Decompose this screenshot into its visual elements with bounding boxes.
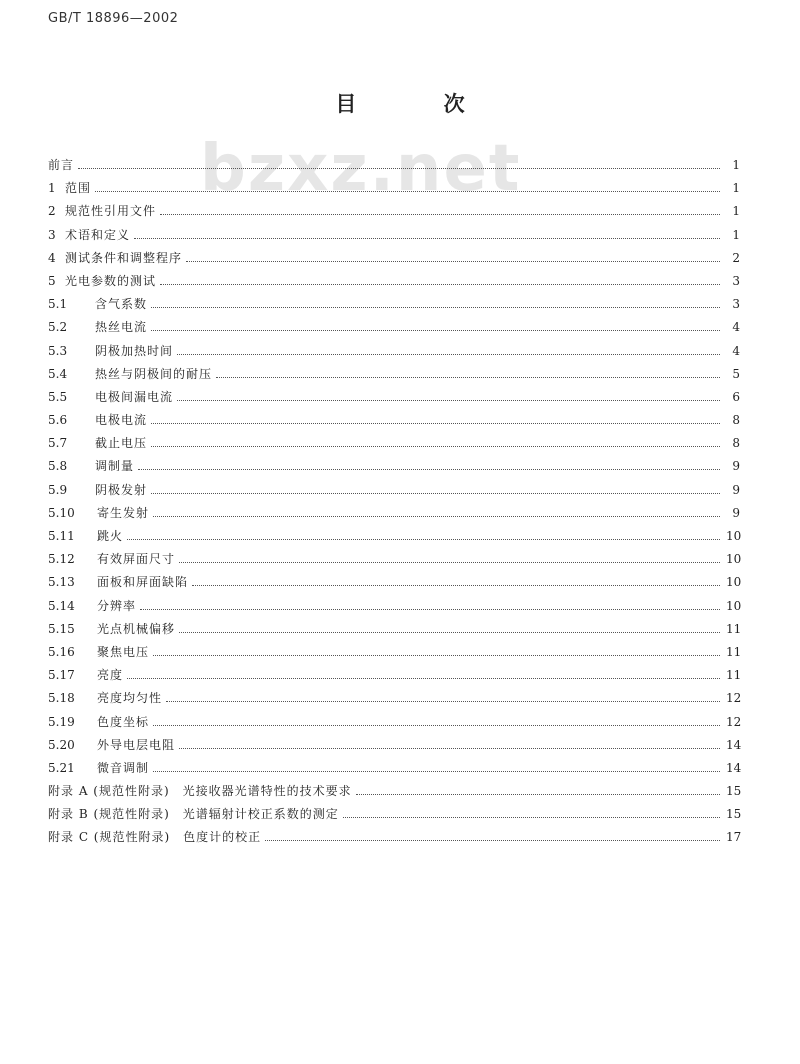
toc-entry[interactable] [48, 247, 740, 270]
toc-dot-leader [179, 632, 720, 633]
toc-dot-leader [138, 469, 720, 470]
toc-entry-label: 面板和屏面缺陷 [97, 575, 189, 590]
toc-entry-page: 8 [732, 436, 740, 451]
toc-entry[interactable] [48, 455, 740, 478]
toc-entry-page: 1 [732, 227, 740, 242]
toc-dot-leader [127, 678, 720, 679]
toc-entry-label: 电极电流 [95, 413, 148, 428]
toc-entry[interactable] [48, 757, 740, 780]
toc-entry-page: 5 [732, 366, 740, 381]
toc-dot-leader [153, 655, 720, 656]
toc-entry[interactable] [48, 200, 740, 223]
standard-code-header: GB/T 18896—2002 [48, 11, 179, 26]
toc-entry-page: 11 [726, 668, 742, 683]
toc-entry[interactable] [48, 641, 740, 664]
toc-dot-leader [192, 585, 720, 586]
toc-entry-page: 10 [726, 552, 742, 567]
toc-entry[interactable] [48, 525, 740, 548]
toc-entry[interactable] [48, 734, 740, 757]
toc-dot-leader [160, 214, 720, 215]
toc-entry-number: 4 [48, 250, 56, 265]
toc-entry-number: 5.20 [48, 737, 75, 752]
toc-entry-page: 11 [726, 621, 742, 636]
toc-entry-number: 5.17 [48, 668, 75, 683]
toc-dot-leader [134, 238, 720, 239]
toc-entry-label: 聚焦电压 [97, 644, 150, 659]
toc-entry-page: 1 [732, 181, 740, 196]
toc-entry-number: 5.18 [48, 691, 75, 706]
toc-entry-label: 阴极加热时间 [95, 343, 174, 358]
toc-entry[interactable] [48, 432, 740, 455]
toc-dot-leader [95, 191, 720, 192]
toc-dot-leader [153, 725, 720, 726]
toc-entry-label: 亮度均匀性 [97, 691, 163, 706]
toc-entry-page: 4 [732, 320, 740, 335]
toc-dot-leader [177, 354, 720, 355]
toc-entry-label: 光电参数的测试 [65, 273, 157, 288]
toc-dot-leader [186, 261, 720, 262]
toc-entry-number: 5.21 [48, 760, 75, 775]
toc-entry-page: 6 [732, 389, 740, 404]
toc-dot-leader [151, 423, 720, 424]
toc-entry-page: 15 [726, 807, 742, 822]
toc-dot-leader [265, 840, 720, 841]
toc-dot-leader [127, 539, 720, 540]
toc-entry-label: 附录 A (规范性附录) 光接收器光谱特性的技术要求 [48, 784, 352, 799]
page-title: 目 次 [335, 92, 505, 116]
toc-dot-leader [140, 609, 720, 610]
toc-entry-number: 5.11 [48, 529, 75, 543]
toc-entry[interactable] [48, 270, 740, 293]
toc-entry[interactable] [48, 571, 740, 594]
toc-entry-page: 2 [732, 250, 740, 265]
toc-entry-page: 17 [726, 830, 742, 845]
toc-entry-number: 5.8 [48, 459, 68, 474]
toc-dot-leader [177, 400, 720, 401]
toc-entry-label: 热丝与阴极间的耐压 [95, 366, 213, 381]
toc-entry-label: 调制量 [95, 459, 135, 474]
toc-entry-number: 5.19 [48, 714, 75, 729]
toc-entry-number: 5.10 [48, 505, 75, 520]
toc-entry-label: 附录 B (规范性附录) 光谱辐射计校正系数的测定 [48, 807, 339, 822]
toc-entry[interactable] [48, 293, 740, 316]
toc-entry-label: 热丝电流 [95, 320, 148, 335]
toc-entry-label: 范围 [65, 181, 92, 196]
toc-entry-label: 分辨率 [97, 598, 137, 613]
toc-dot-leader [151, 330, 720, 331]
toc-entry-number: 5.9 [48, 482, 68, 497]
toc-entry-label: 术语和定义 [65, 227, 131, 242]
toc-dot-leader [343, 817, 720, 818]
toc-entry-label: 跳火 [97, 529, 124, 543]
toc-entry-page: 1 [732, 158, 740, 172]
toc-dot-leader [160, 284, 720, 285]
toc-entry-number: 5.12 [48, 552, 75, 567]
toc-entry-label: 微音调制 [97, 760, 150, 775]
toc-dot-leader [153, 771, 720, 772]
toc-entry[interactable] [48, 618, 740, 641]
toc-entry-page: 14 [726, 760, 742, 775]
toc-entry-number: 1 [48, 181, 56, 196]
toc-entry-page: 9 [732, 482, 740, 497]
toc-entry-page: 10 [726, 598, 742, 613]
toc-entry[interactable] [48, 224, 740, 247]
watermark: bzxz.net [200, 132, 522, 206]
toc-entry-page: 4 [732, 343, 740, 358]
toc-dot-leader [153, 516, 720, 517]
toc-entry-label: 外导电层电阻 [97, 737, 176, 752]
toc-entry[interactable] [48, 780, 740, 803]
toc-entry-label: 前言 [48, 158, 75, 172]
toc-entry[interactable] [48, 687, 740, 710]
toc-entry-label: 寄生发射 [97, 505, 150, 520]
toc-entry-page: 14 [726, 737, 742, 752]
toc-entry[interactable] [48, 386, 740, 409]
toc-dot-leader [179, 748, 720, 749]
toc-entry[interactable] [48, 711, 740, 734]
toc-entry[interactable] [48, 316, 740, 339]
table-of-contents [48, 154, 740, 850]
toc-entry-number: 5.3 [48, 343, 68, 358]
toc-entry[interactable] [48, 803, 740, 826]
toc-entry-label: 亮度 [97, 668, 124, 683]
toc-entry-number: 5.5 [48, 389, 68, 404]
toc-entry-page: 9 [732, 505, 740, 520]
toc-dot-leader [356, 794, 720, 795]
toc-entry-label: 色度坐标 [97, 714, 150, 729]
toc-entry[interactable] [48, 502, 740, 525]
toc-entry[interactable] [48, 826, 740, 849]
toc-entry-number: 3 [48, 227, 56, 242]
toc-entry[interactable] [48, 409, 740, 432]
toc-entry-label: 阴极发射 [95, 482, 148, 497]
toc-entry-page: 3 [732, 273, 740, 288]
toc-entry-number: 5.14 [48, 598, 75, 613]
toc-entry-number: 5.7 [48, 436, 68, 451]
toc-entry-label: 光点机械偏移 [97, 621, 176, 636]
toc-entry-page: 10 [726, 529, 742, 543]
toc-entry-label: 含气系数 [95, 297, 148, 312]
toc-entry[interactable] [48, 595, 740, 618]
toc-entry[interactable] [48, 479, 740, 502]
toc-entry-number: 5.2 [48, 320, 68, 335]
toc-entry-label: 有效屏面尺寸 [97, 552, 176, 567]
toc-entry[interactable] [48, 340, 740, 363]
toc-entry-page: 12 [726, 714, 742, 729]
toc-entry[interactable] [48, 177, 740, 200]
toc-entry[interactable] [48, 154, 740, 177]
toc-entry-number: 2 [48, 204, 56, 219]
toc-entry[interactable] [48, 548, 740, 571]
toc-entry-page: 10 [726, 575, 742, 590]
toc-dot-leader [166, 701, 720, 702]
toc-entry-label: 附录 C (规范性附录) 色度计的校正 [48, 830, 262, 845]
toc-entry-number: 5.15 [48, 621, 75, 636]
toc-entry-label: 规范性引用文件 [65, 204, 157, 219]
toc-entry-number: 5.16 [48, 644, 75, 659]
toc-dot-leader [151, 307, 720, 308]
toc-entry-page: 15 [726, 784, 742, 799]
toc-entry-page: 9 [732, 459, 740, 474]
toc-entry-number: 5.6 [48, 413, 68, 428]
toc-entry-page: 1 [732, 204, 740, 219]
toc-dot-leader [151, 446, 720, 447]
toc-entry-number: 5 [48, 273, 56, 288]
toc-entry-number: 5.1 [48, 297, 68, 312]
toc-entry-page: 12 [726, 691, 742, 706]
toc-entry[interactable] [48, 664, 740, 687]
toc-entry-page: 3 [732, 297, 740, 312]
toc-entry-number: 5.13 [48, 575, 75, 590]
toc-dot-leader [216, 377, 720, 378]
toc-entry-number: 5.4 [48, 366, 68, 381]
toc-entry-page: 11 [726, 644, 742, 659]
toc-entry-label: 截止电压 [95, 436, 148, 451]
toc-dot-leader [78, 168, 720, 169]
toc-entry[interactable] [48, 363, 740, 386]
toc-dot-leader [179, 562, 720, 563]
toc-entry-page: 8 [732, 413, 740, 428]
toc-entry-label: 测试条件和调整程序 [65, 250, 183, 265]
toc-dot-leader [151, 493, 720, 494]
toc-entry-label: 电极间漏电流 [95, 389, 174, 404]
